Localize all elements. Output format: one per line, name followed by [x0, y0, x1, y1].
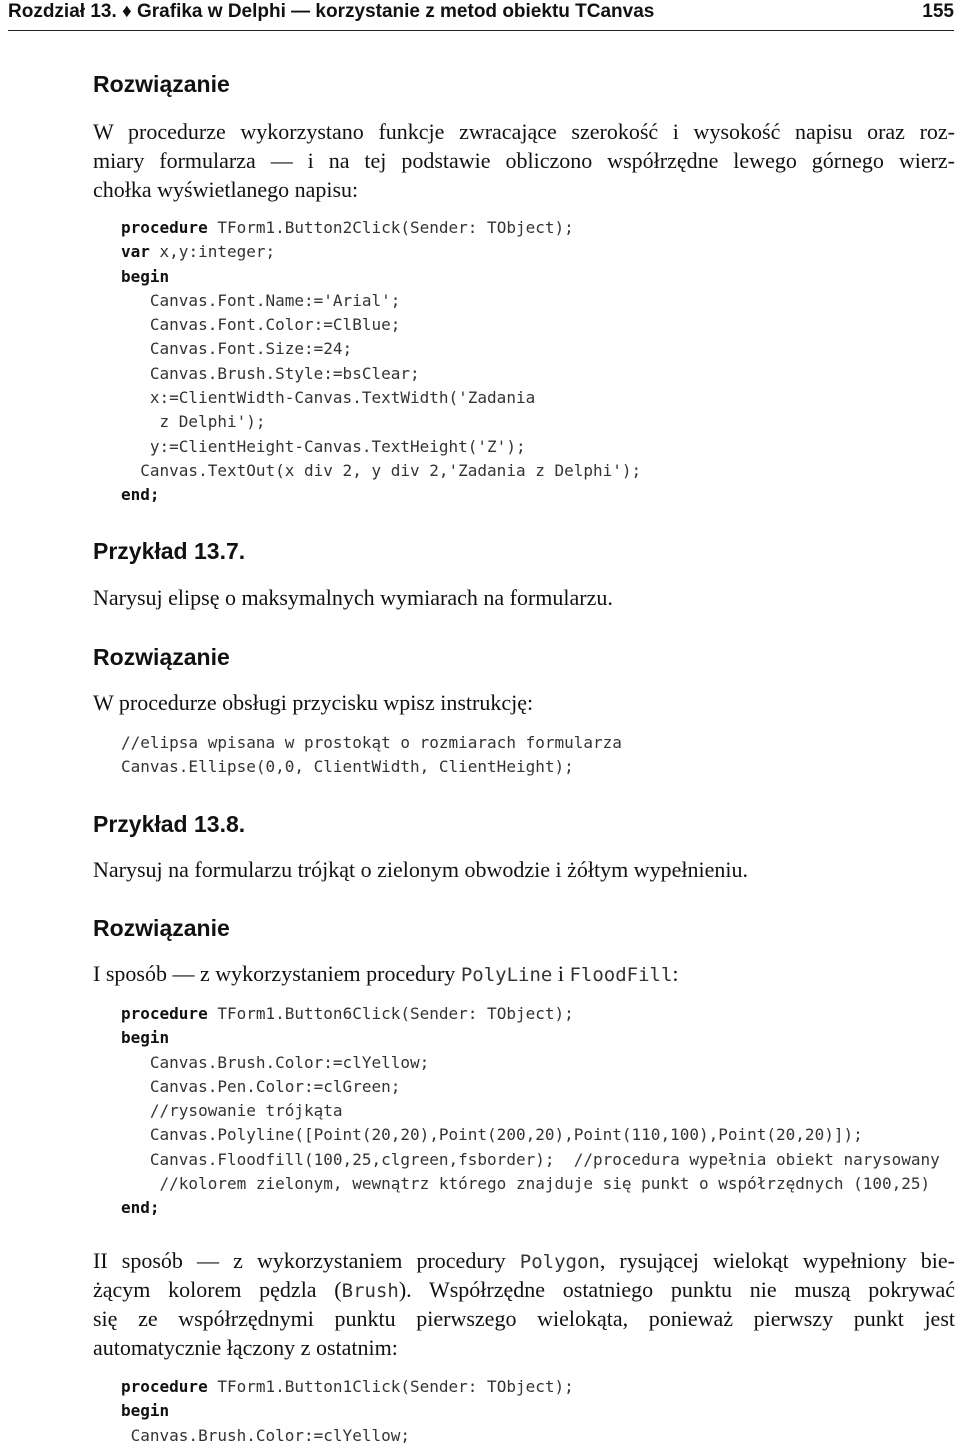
code-text: Canvas.TextOut(x div 2, y div 2,'Zadania z Delphi'); [121, 460, 642, 480]
code-keyword: procedure [121, 1004, 208, 1023]
inline-code-polyline: PolyLine [460, 964, 553, 986]
text-run: , rysującej wielokąt wypełniony bie- [599, 1248, 955, 1273]
code-text: x,y:integer; [149, 242, 276, 262]
way2-line [93, 1275, 955, 1304]
code-line [121, 1026, 940, 1050]
solution-text-13-7 [93, 688, 955, 717]
page-header [8, 0, 954, 31]
way2-line [93, 1246, 955, 1275]
code-keyword: begin [121, 1401, 170, 1421]
code-text: Canvas.Brush.Color:=clYellow; [121, 1425, 410, 1445]
solution-heading: Rozwiązanie [93, 915, 230, 941]
inline-code-floodfill: FloodFill [569, 964, 673, 986]
code-keyword: end; [121, 485, 160, 505]
code-text: Canvas.Font.Color:=ClBlue; [121, 315, 401, 335]
code-line [121, 1148, 940, 1172]
code-line [121, 1051, 940, 1075]
code-line [121, 1399, 574, 1423]
example-task-13-8 [93, 855, 955, 884]
code-keyword: begin [121, 266, 170, 286]
code-line [121, 362, 641, 386]
code-keyword: begin [121, 1028, 170, 1048]
code-line [121, 386, 641, 410]
text-run: : [672, 961, 679, 986]
code-text: x:=ClientWidth-Canvas.TextWidth('Zadania [121, 388, 536, 408]
code-text: //rysowanie trójkąta [121, 1101, 343, 1121]
code-line [121, 313, 641, 337]
code-listing-ellipse [121, 731, 622, 780]
code-line: Canvas.Ellipse(0,0, ClientWidth, ClientHeight); [121, 757, 574, 777]
code-text: Canvas.Pen.Color:=clGreen; [121, 1076, 401, 1096]
code-line [121, 1375, 574, 1399]
code-keyword: var [121, 242, 150, 262]
code-line: //elipsa wpisana w prostokąt o rozmiarach formularza [121, 733, 622, 752]
code-line [121, 1099, 940, 1123]
code-text: Canvas.Brush.Style:=bsClear; [121, 363, 420, 383]
code-line [121, 289, 641, 313]
code-listing-button2click [121, 216, 641, 508]
way1-line [93, 959, 955, 988]
code-line [121, 1075, 940, 1099]
code-line [121, 265, 641, 289]
page-number: 155 [922, 1, 954, 22]
code-line [121, 1123, 940, 1147]
text-run: i [552, 961, 570, 986]
code-listing-button6click [121, 1002, 940, 1221]
code-line [121, 435, 641, 459]
code-line [121, 1196, 940, 1220]
paragraph-line: miary formularza — i na tej podstawie obliczono współrzędne lewego górnego wierz- [93, 148, 955, 173]
text-run: żącym kolorem pędzla ( [93, 1277, 342, 1302]
code-keyword: procedure [121, 218, 208, 237]
task-text: Narysuj na formularzu trójkąt o zielonym obwodzie i żółtym wypełnieniu. [93, 857, 748, 882]
code-line [121, 483, 641, 507]
solution-heading: Rozwiązanie [93, 71, 230, 97]
way2-text [93, 1246, 955, 1362]
code-line [121, 1002, 940, 1026]
task-text: Narysuj elipsę o maksymalnych wymiarach na formularzu. [93, 585, 613, 610]
code-text: //kolorem zielonym, wewnątrz którego znajduje się punkt o współrzędnych (100,25) [121, 1174, 931, 1194]
text-run: ). Współrzędne ostatniego punktu nie muszą pokrywać [398, 1277, 955, 1302]
code-text: y:=ClientHeight-Canvas.TextHeight('Z'); [121, 436, 526, 456]
way2-line: się ze współrzędnymi punktu pierwszego wielokąta, ponieważ pierwszy punkt jest [93, 1306, 955, 1331]
example-heading-13-8: Przykład 13.8. [93, 811, 246, 837]
code-text: TForm1.Button6Click(Sender: TObject); [207, 1004, 574, 1023]
solution-text: W procedurze obsługi przycisku wpisz instrukcję: [93, 690, 534, 715]
code-listing-button1click [121, 1375, 574, 1448]
example-task-13-7 [93, 583, 955, 612]
example-heading-13-7: Przykład 13.7. [93, 538, 246, 564]
code-text: TForm1.Button2Click(Sender: TObject); [207, 218, 574, 237]
way1-text [93, 959, 955, 988]
code-keyword: end; [121, 1198, 160, 1218]
text-run: I sposób — z wykorzystaniem procedury [93, 961, 461, 986]
code-keyword: procedure [121, 1377, 208, 1396]
code-text: Canvas.Polyline([Point(20,20),Point(200,20),Point(110,100),Point(20,20)]); [121, 1125, 863, 1145]
code-text: Canvas.Font.Name:='Arial'; [121, 290, 401, 310]
text-run: II sposób — z wykorzystaniem procedury [93, 1248, 520, 1273]
code-text: z Delphi'); [121, 412, 266, 432]
code-text: Canvas.Font.Size:=24; [121, 339, 353, 359]
code-line [121, 1172, 940, 1196]
code-text: Canvas.Floodfill(100,25,clgreen,fsborder); //procedura wypełnia obiekt narysowany [121, 1149, 940, 1169]
code-text: TForm1.Button1Click(Sender: TObject); [207, 1377, 574, 1396]
solution-paragraph [93, 117, 955, 204]
code-line [121, 337, 641, 361]
solution-heading: Rozwiązanie [93, 644, 230, 670]
code-line [121, 240, 641, 264]
code-line [121, 1424, 574, 1448]
chapter-title: Rozdział 13. ♦ Grafika w Delphi — korzystanie z metod obiektu TCanvas [8, 1, 655, 22]
code-line [121, 459, 641, 483]
way2-line: automatycznie łączony z ostatnim: [93, 1335, 398, 1360]
code-line [121, 216, 641, 240]
inline-code-brush: Brush [341, 1280, 399, 1302]
inline-code-polygon: Polygon [519, 1251, 600, 1273]
code-line [121, 410, 641, 434]
paragraph-line: chołka wyświetlanego napisu: [93, 177, 359, 202]
code-text: Canvas.Brush.Color:=clYellow; [121, 1052, 430, 1072]
paragraph-line: W procedurze wykorzystano funkcje zwracające szerokość i wysokość napisu oraz roz- [93, 119, 955, 144]
